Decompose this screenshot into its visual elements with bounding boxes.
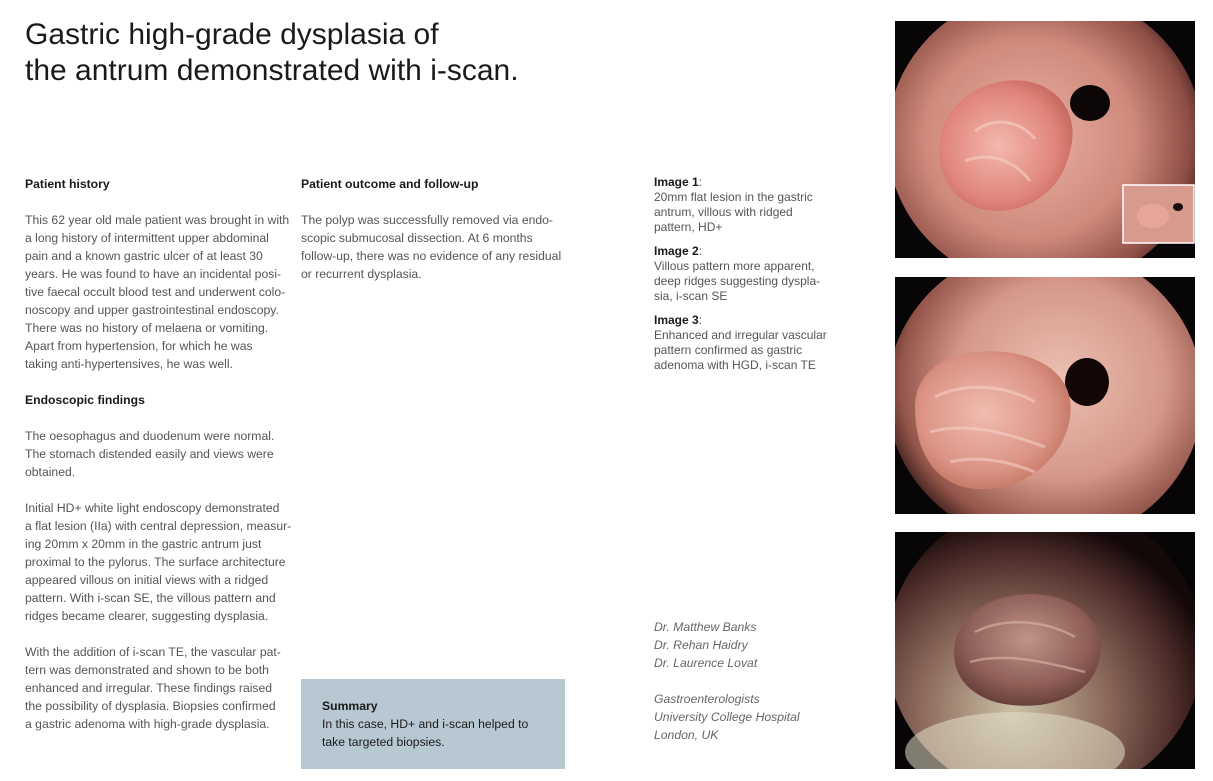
text-line: a gastric adenoma with high-grade dysplasia. [25,717,270,731]
page-title [25,17,519,89]
text-line: obtained. [25,465,76,479]
text-line: scopic submucosal dissection. At 6 months [301,231,533,245]
captions-column [654,175,834,382]
middle-column [301,175,563,283]
text-line: pattern. With i-scan SE, the villous pattern and [25,591,276,605]
text-line: Apart from hypertension, for which he was [25,339,253,353]
text-line: In this case, HD+ and i-scan helped to [322,717,529,731]
endoscopy-image-1 [895,21,1195,258]
text-line: Enhanced and irregular vascular [654,328,827,342]
text-line: This 62 year old male patient was brought in with [25,213,290,227]
history-heading: Patient history [25,177,110,191]
caption-image-1: Image 1: 20mm flat lesion in the gastric antrum, villous with ridged pattern, HD+ [654,175,813,234]
text-line: ridges became clearer, suggesting dysplasia. [25,609,269,623]
text-line: noscopy and upper gastrointestinal endoscopy. [25,303,279,317]
text-line: pattern, HD+ [654,220,723,234]
findings-paragraph-1 [25,427,293,481]
text-line: proximal to the pylorus. The surface architecture [25,555,286,569]
caption-image-2: Image 2: Villous pattern more apparent, deep ridges suggesting dyspla- sia, i-scan SE [654,244,821,303]
summary-text [322,715,545,751]
text-line: years. He was found to have an incidental posi- [25,267,282,281]
author-name: Dr. Rehan Haidry [654,638,748,652]
caption-label: Image 3 [654,313,699,327]
text-line: tern was demonstrated and shown to be both [25,663,269,677]
text-line: There was no history of melaena or vomiting. [25,321,269,335]
title-line-2: the antrum demonstrated with i-scan. [25,54,519,87]
caption-image-3: Image 3: Enhanced and irregular vascular pattern confirmed as gastric adenoma with HGD, i-scan TE [654,313,827,372]
text-line: The stomach distended easily and views were [25,447,274,461]
text-line: follow-up, there was no evidence of any residual [301,249,562,263]
text-line: take targeted biopsies. [322,735,445,749]
affiliation-line: University College Hospital [654,710,800,724]
history-text [25,211,293,373]
text-line: With the addition of i-scan TE, the vascular pat- [25,645,281,659]
text-line: or recurrent dysplasia. [301,267,422,281]
findings-paragraph-2 [25,499,293,625]
text-line: a flat lesion (IIa) with central depression, measur- [25,519,292,533]
text-line: Initial HD+ white light endoscopy demonstrated [25,501,280,515]
endoscopy-image-3 [895,532,1195,769]
text-line: pattern confirmed as gastric [654,343,803,357]
text-line: deep ridges suggesting dyspla- [654,274,821,288]
text-line: antrum, villous with ridged [654,205,793,219]
text-line: tive faecal occult blood test and underwent colo- [25,285,286,299]
text-line: appeared villous on initial views with a ridged [25,573,269,587]
author-name: Dr. Matthew Banks [654,620,757,634]
affiliation-line: London, UK [654,728,719,742]
endoscopy-image-2 [895,277,1195,514]
title-line-1: Gastric high-grade dysplasia of [25,18,439,51]
text-line: The oesophagus and duodenum were normal. [25,429,275,443]
text-line: adenoma with HGD, i-scan TE [654,358,816,372]
author-name: Dr. Laurence Lovat [654,656,758,670]
text-line: The polyp was successfully removed via endo- [301,213,553,227]
text-line: taking anti-hypertensives, he was well. [25,357,233,371]
findings-paragraph-3 [25,643,293,733]
outcome-text [301,211,563,283]
text-line: Villous pattern more apparent, [654,259,815,273]
summary-box [301,679,565,769]
summary-heading: Summary [322,699,378,713]
affiliation-line: Gastroenterologists [654,692,760,706]
caption-label: Image 1 [654,175,699,189]
text-line: ing 20mm x 20mm in the gastric antrum just [25,537,262,551]
text-line: pain and a known gastric ulcer of at least 30 [25,249,263,263]
caption-label: Image 2 [654,244,699,258]
text-line: enhanced and irregular. These findings raised [25,681,273,695]
findings-heading: Endoscopic findings [25,393,145,407]
left-column [25,175,293,733]
text-line: the possibility of dysplasia. Biopsies confirmed [25,699,276,713]
outcome-heading: Patient outcome and follow-up [301,177,479,191]
text-line: 20mm flat lesion in the gastric [654,190,813,204]
text-line: sia, i-scan SE [654,289,728,303]
authors-block [654,618,854,744]
text-line: a long history of intermittent upper abdominal [25,231,269,245]
